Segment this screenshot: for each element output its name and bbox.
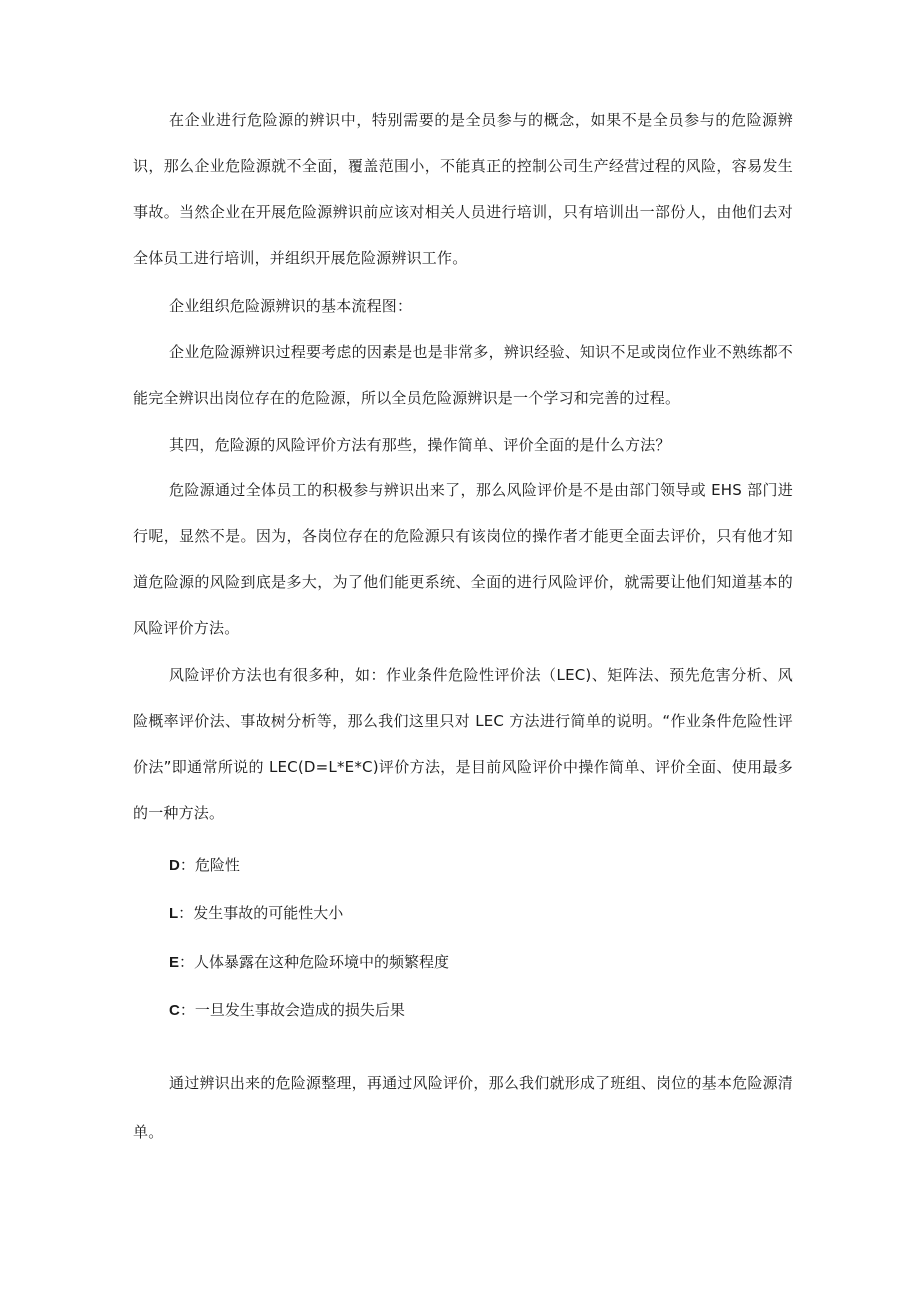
paragraph-flowchart-caption: 企业组织危险源辨识的基本流程图：	[169, 297, 413, 315]
definition-separator: ：	[179, 953, 195, 971]
definition-description: 人体暴露在这种危险环境中的频繁程度	[194, 953, 450, 971]
paragraph-hazard-list-conclusion: 通过辨识出来的危险源整理，再通过风险评价，那么我们就形成了班组、岗位的基本危险源清单。	[133, 1074, 793, 1141]
definition-description: 发生事故的可能性大小	[193, 904, 344, 922]
definition-description: 一旦发生事故会造成的损失后果	[194, 1001, 405, 1019]
definition-d	[169, 855, 240, 876]
definition-separator: ：	[178, 904, 194, 922]
paragraph-section-four-question: 其四，危险源的风险评价方法有那些，操作简单、评价全面的是什么方法？	[169, 436, 671, 454]
definition-e	[169, 952, 449, 973]
definition-l	[169, 903, 343, 924]
definition-description: 危险性	[194, 856, 240, 874]
definition-term: E	[169, 954, 180, 971]
definition-c	[169, 1000, 405, 1021]
definition-term: L	[169, 905, 179, 922]
paragraph-identification-factors: 企业危险源辨识过程要考虑的因素是也是非常多，辨识经验、知识不足或岗位作业不熟练都不能完全辨识出岗位存在的危险源，所以全员危险源辨识是一个学习和完善的过程。	[133, 343, 793, 407]
paragraph-risk-evaluation-who: 危险源通过全体员工的积极参与辨识出来了，那么风险评价是不是由部门领导或 EHS 部门进行呢，显然不是。因为，各岗位存在的危险源只有该岗位的操作者才能更全面去评价，只有他才知道危险源的风险到底是多大，为了他们能更系统、全面的进行风险评价，就需要让他们知道基本的风险评价方法。	[133, 481, 793, 637]
paragraph-employee-participation: 在企业进行危险源的辨识中，特别需要的是全员参与的概念，如果不是全员参与的危险源辨识，那么企业危险源就不全面，覆盖范围小，不能真正的控制公司生产经营过程的风险，容易发生事故。当然企业在开展危险源辨识前应该对相关人员进行培训，只有培训出一部份人，由他们去对全体员工进行培训，并组织开展危险源辨识工作。	[133, 111, 793, 267]
paragraph-lec-method: 风险评价方法也有很多种，如：作业条件危险性评价法（LEC)、矩阵法、预先危害分析、风险概率评价法、事故树分析等，那么我们这里只对 LEC 方法进行简单的说明。“作业条件危险性评价法”即通常所说的 LEC(D=L*E*C)评价方法，是目前风险评价中操作简单、评价全面、使用最多的一种方法。	[133, 666, 793, 822]
definition-term: C	[169, 1002, 180, 1019]
definition-term: D	[169, 857, 180, 874]
definition-separator: ：	[179, 856, 195, 874]
definition-separator: ：	[179, 1001, 195, 1019]
